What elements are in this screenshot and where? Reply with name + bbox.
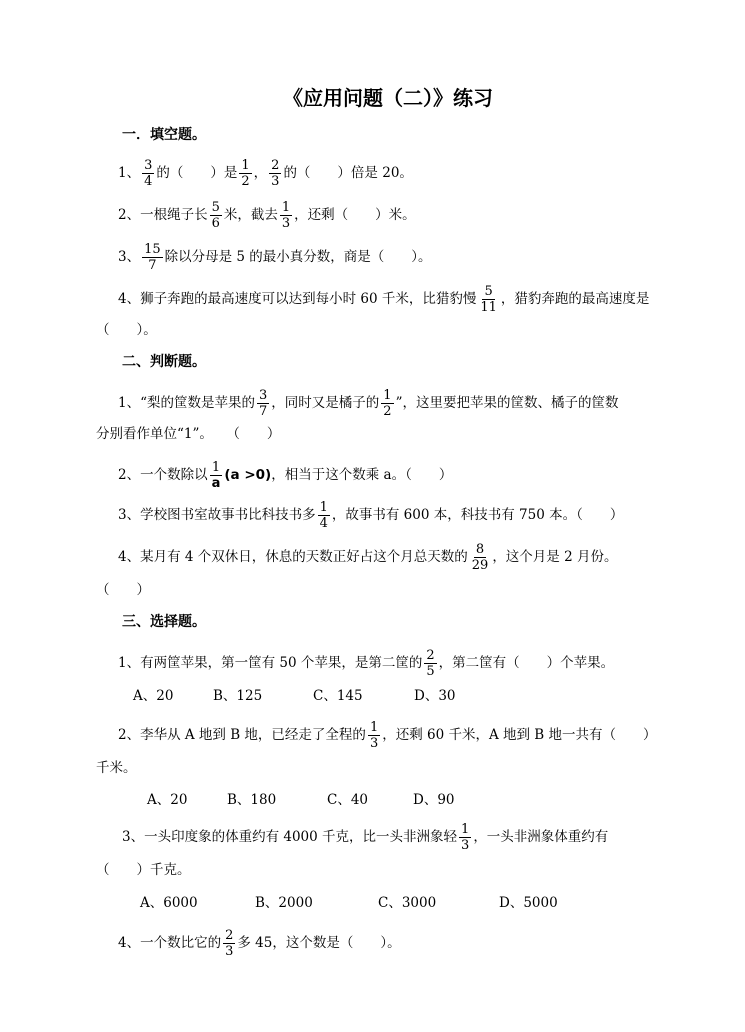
fraction: $\frac{15}{7}$ xyxy=(144,242,161,273)
option-c: C、3000 xyxy=(378,895,437,911)
judge-question-1: 1、“梨的筐数是苹果的 $\frac{3}{7}$ ，同时又是橘子的 $\frac{1}{2}$ ”，这里要把苹果的筐数、橘子的筐数 xyxy=(118,388,619,419)
choice-question-2: 2、李华从 A 地到 B 地，已经走了全程的 $\frac{1}{3}$ ，还剩 60 千米，A 地到 B 地一共有（ ） xyxy=(118,720,657,751)
judge-question-3: 3、学校图书室故事书比科技书多 $\frac{1}{4}$ ，故事书有 600 本，科技书有 750 本。（ ） xyxy=(118,500,624,531)
option-d: D、30 xyxy=(414,688,456,704)
page-title: 《应用问题（二）》练习 xyxy=(283,86,493,110)
fraction: $\frac{5}{11}$ xyxy=(480,284,497,315)
option-c: C、145 xyxy=(313,688,363,704)
choice-question-3-cont: （ ）千克。 xyxy=(96,862,191,878)
fraction: $\frac{1}{2}$ xyxy=(383,388,392,419)
fraction: $\frac{2}{3}$ xyxy=(225,928,234,959)
option-b: B、2000 xyxy=(255,895,313,911)
fraction: $\frac{1}{3}$ xyxy=(461,822,470,853)
choice-question-4: 4、一个数比它的 $\frac{2}{3}$ 多 45，这个数是（ ）。 xyxy=(118,928,401,959)
fraction: $\frac{1}{3}$ xyxy=(281,200,291,231)
fill-question-1: 1、 $\frac{3}{4}$ 的（ ）是 $\frac{1}{2}$ ， $\frac{2}{3}$ 的（ ）倍是 20。 xyxy=(118,158,413,189)
option-d: D、5000 xyxy=(499,895,558,911)
fill-question-3: 3、 $\frac{15}{7}$ 除以分母是 5 的最小真分数，商是（ ）。 xyxy=(118,242,432,273)
fraction: $\frac{2}{3}$ xyxy=(271,158,280,189)
fraction: $\frac{1}{2}$ xyxy=(241,158,250,189)
option-a: A、20 xyxy=(147,792,188,808)
condition-text: (a >0) xyxy=(224,467,272,483)
section-heading-choice: 三、选择题。 xyxy=(122,614,206,630)
fraction: $\frac{3}{4}$ xyxy=(144,158,153,189)
option-d: D、90 xyxy=(413,792,455,808)
fraction: $\frac{1}{4}$ xyxy=(319,500,328,531)
section-heading-judge: 二、判断题。 xyxy=(122,354,206,370)
fraction: $\frac{1}{a}$ xyxy=(211,460,221,491)
fraction: $\frac{5}{6}$ xyxy=(211,200,220,231)
option-c: C、40 xyxy=(327,792,369,808)
choice-question-2-cont: 千米。 xyxy=(96,760,137,776)
choice-question-3: 3、一头印度象的体重约有 4000 千克，比一头非洲象轻 $\frac{1}{3}$ ，一头非洲象体重约有 xyxy=(122,822,609,853)
option-a: A、6000 xyxy=(140,895,198,911)
fraction: $\frac{2}{5}$ xyxy=(426,648,435,679)
judge-question-4-cont: （ ） xyxy=(96,582,150,598)
fill-question-4-cont: （ ）。 xyxy=(96,322,157,338)
fraction: $\frac{1}{3}$ xyxy=(369,720,379,751)
fraction: $\frac{8}{29}$ xyxy=(471,542,489,573)
fill-question-4: 4、狮子奔跑的最高速度可以达到每小时 60 千米，比猎豹慢 $\frac{5}{11}$ ，猎豹奔跑的最高速度是 xyxy=(118,284,650,315)
choice-question-1: 1、有两筐苹果，第一筐有 50 个苹果，是第二筐的 $\frac{2}{5}$ ，第二筐有（ ）个苹果。 xyxy=(118,648,615,679)
section-heading-fill: 一．填空题。 xyxy=(122,127,206,143)
judge-question-4: 4、某月有 4 个双休日，休息的天数正好占这个月总天数的 $\frac{8}{29}$ ，这个月是 2 月份。 xyxy=(118,542,618,573)
option-a: A、20 xyxy=(133,688,174,704)
judge-question-2: 2、一个数除以 $\frac{1}{a}$ (a >0)，相当于这个数乘 a。（ ） xyxy=(118,460,453,491)
judge-question-1-cont: 分别看作单位“1”。 （ ） xyxy=(96,426,281,442)
fraction: $\frac{3}{7}$ xyxy=(259,388,268,419)
fill-question-2: 2、一根绳子长 $\frac{5}{6}$ 米，截去 $\frac{1}{3}$ ，还剩（ ）米。 xyxy=(118,200,416,231)
option-b: B、180 xyxy=(227,792,277,808)
option-b: B、125 xyxy=(213,688,263,704)
